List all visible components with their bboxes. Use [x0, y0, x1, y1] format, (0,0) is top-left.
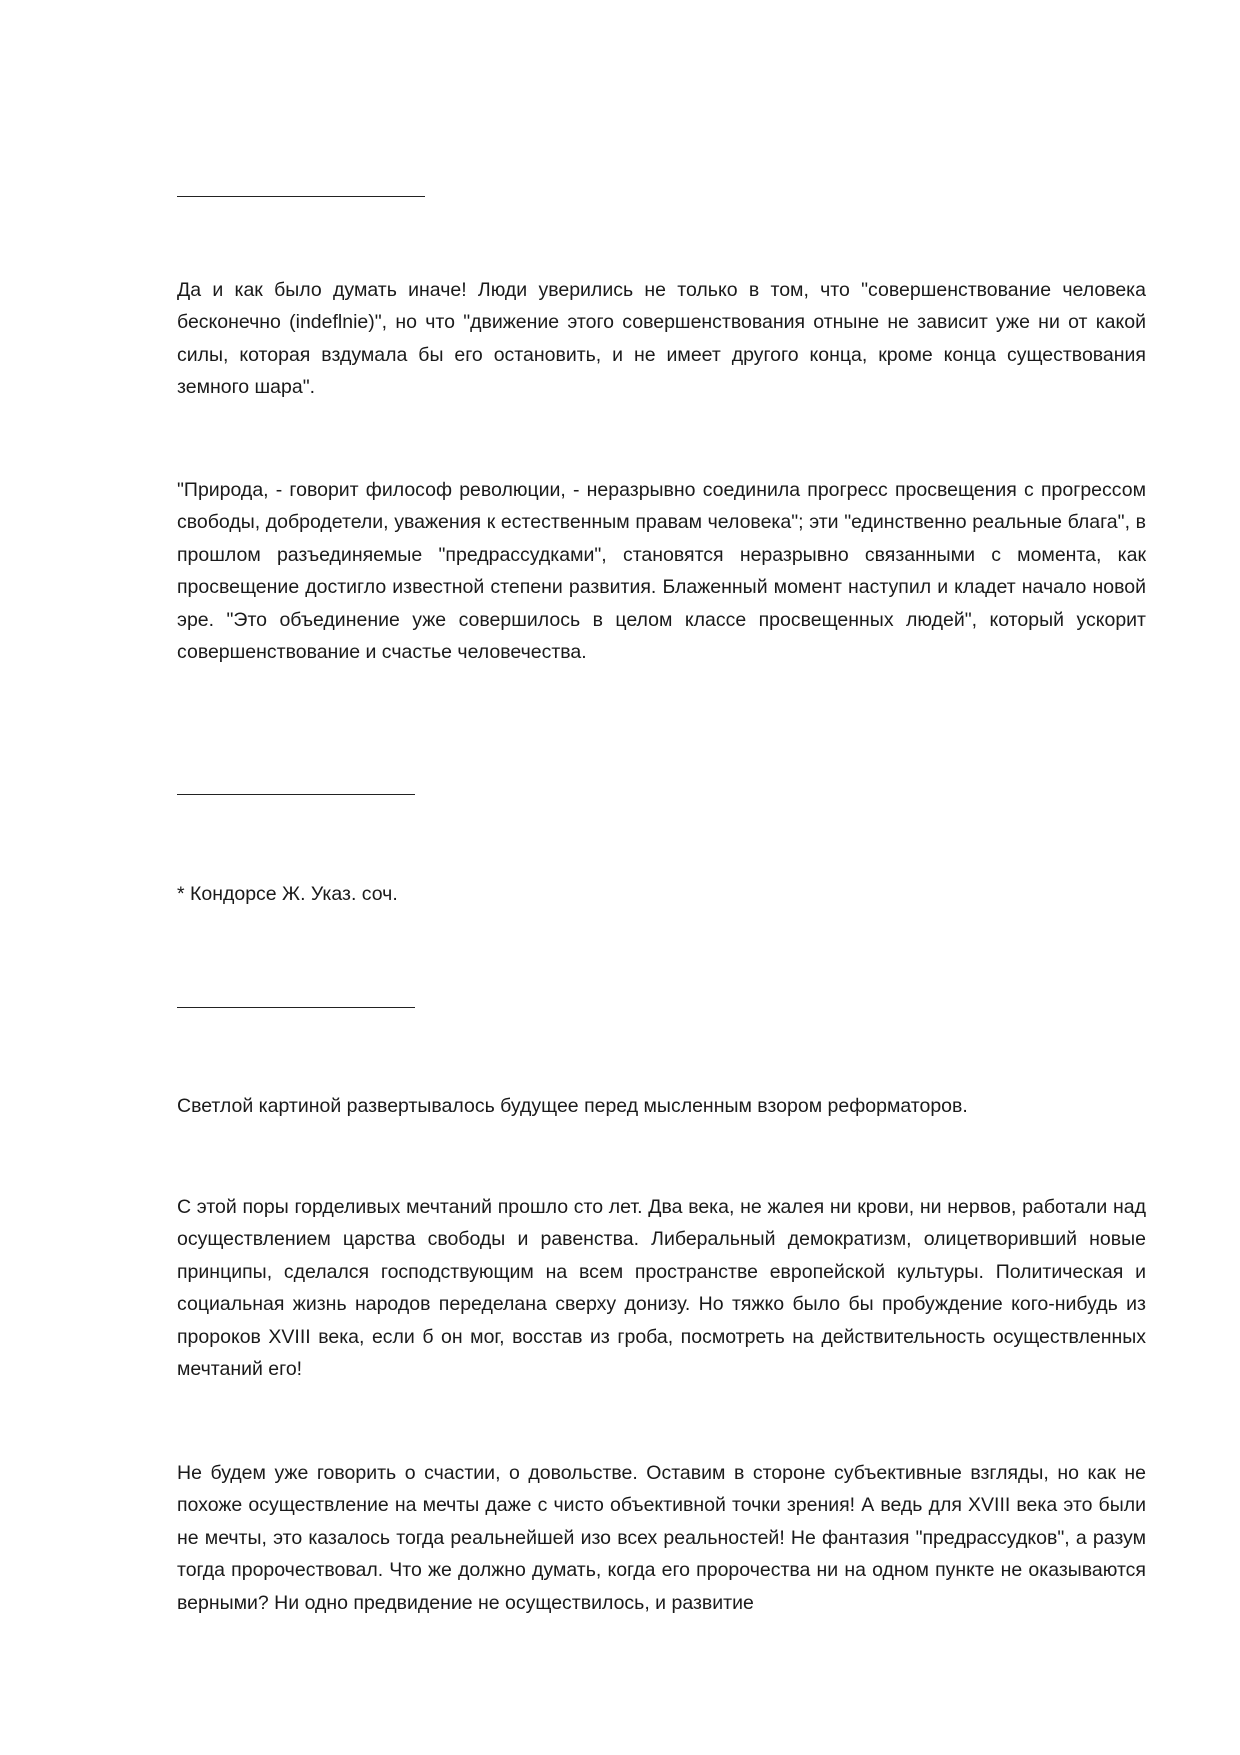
paragraph: Не будем уже говорить о счастии, о довольстве. Оставим в стороне субъективные взгляды, но как не похоже осуществление на мечты даже с чисто объективной точки зрения! А ведь для XVIII века это были не мечты, это казалось тогда реальнейшей изо всех реальностей! Не фантазия "предрассудков", а разум тогда пророчествовал. Что же должно думать, когда его пророчества ни на одном пункте не оказываются верными? Ни одно предвидение не осуществилось, и развитие: [177, 1462, 1146, 1614]
paragraph: С этой поры горделивых мечтаний прошло сто лет. Два века, не жалея ни крови, ни нервов, работали над осуществлением царства свободы и равенства. Либеральный демократизм, олицетворивший новые принципы, сделался господствующим на всем пространстве европейской культуры. Политическая и социальная жизнь народов переделана сверху донизу. Но тяжко было бы пробуждение кого-нибудь из пророков XVIII века, если б он мог, восстав из гроба, посмотреть на действительность осуществленных мечтаний его!: [177, 1196, 1146, 1381]
paragraph: Да и как было думать иначе! Люди уверились не только в том, что "совершенствование человека бесконечно (indeflnie)", но что "движение этого совершенствования отныне не зависит уже ни от какой силы, которая вздумала бы его остановить, и не имеет другого конца, кроме конца существования земного шара".: [177, 279, 1146, 399]
paragraph: Светлой картиной развертывалось будущее перед мысленным взором реформаторов.: [177, 1095, 968, 1117]
footnote-separator: [177, 196, 425, 197]
footnote-text: * Кондорсе Ж. Указ. соч.: [177, 883, 398, 905]
footnote-separator: [177, 794, 415, 795]
footnote-separator: [177, 1007, 415, 1008]
paragraph: "Природа, - говорит философ революции, - неразрывно соединила прогресс просвещения с прогрессом свободы, добродетели, уважения к естественным правам человека"; эти "единственно реальные блага", в прошлом разъединяемые "предрассудками", становятся неразрывно связанными с момента, как просвещение достигло известной степени развития. Блаженный момент наступил и кладет начало новой эре. "Это объединение уже совершилось в целом классе просвещенных людей", который ускорит совершенствование и счастье человечества.: [177, 479, 1146, 664]
